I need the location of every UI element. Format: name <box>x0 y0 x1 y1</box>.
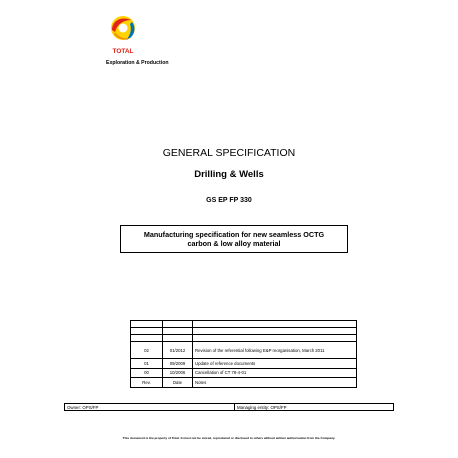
managing-entity-field: Managing entity: OPS/FP <box>237 404 287 410</box>
revision-date: 10/2006 <box>163 368 193 378</box>
table-row <box>131 335 357 342</box>
legal-notice: This document is the property of Total. It must not be stored, reproduced or disclosed to others without written authorisation from the Company. <box>122 436 336 440</box>
table-row <box>131 328 357 335</box>
total-logo-mark <box>106 14 140 58</box>
header-date: Date <box>163 378 193 388</box>
document-domain: Drilling & Wells <box>194 169 264 180</box>
table-cell <box>131 335 163 342</box>
revision-notes: Revision of the referential following E&P reorganisation, March 2011 <box>193 342 357 359</box>
total-logo <box>106 14 140 58</box>
owner-field: Owner: OPS/FP <box>65 404 235 410</box>
document-subject <box>120 225 348 253</box>
table-header-row <box>131 378 357 388</box>
table-cell <box>193 335 357 342</box>
table-row <box>131 368 357 378</box>
table-cell <box>131 328 163 335</box>
division-name: Exploration & Production <box>106 60 169 66</box>
table-cell <box>131 321 163 328</box>
table-cell <box>163 328 193 335</box>
revision-number: 02 <box>131 342 163 359</box>
revision-notes: Cancellation of CT 78-4-01 <box>193 368 357 378</box>
subject-line-1: Manufacturing specification for new seamless OCTG <box>143 230 325 239</box>
revision-table <box>130 320 357 388</box>
table-row <box>131 359 357 369</box>
revision-number: 00 <box>131 368 163 378</box>
table-cell <box>193 328 357 335</box>
subject-line-2: carbon & low alloy material <box>187 239 281 248</box>
revision-number: 01 <box>131 359 163 369</box>
table-row <box>131 321 357 328</box>
document-reference: GS EP FP 330 <box>206 197 252 204</box>
ownership-box <box>64 403 394 411</box>
logo-wordmark: TOTAL <box>112 48 134 55</box>
revision-notes: Update of reference documents <box>193 359 357 369</box>
document-type: GENERAL SPECIFICATION <box>162 147 296 159</box>
table-cell <box>163 321 193 328</box>
table-cell <box>163 335 193 342</box>
header-rev: Rev. <box>131 378 163 388</box>
revision-date: 01/2012 <box>163 342 193 359</box>
header-notes: Notes <box>193 378 357 388</box>
revision-date: 09/2009 <box>163 359 193 369</box>
table-cell <box>193 321 357 328</box>
table-row <box>131 342 357 359</box>
